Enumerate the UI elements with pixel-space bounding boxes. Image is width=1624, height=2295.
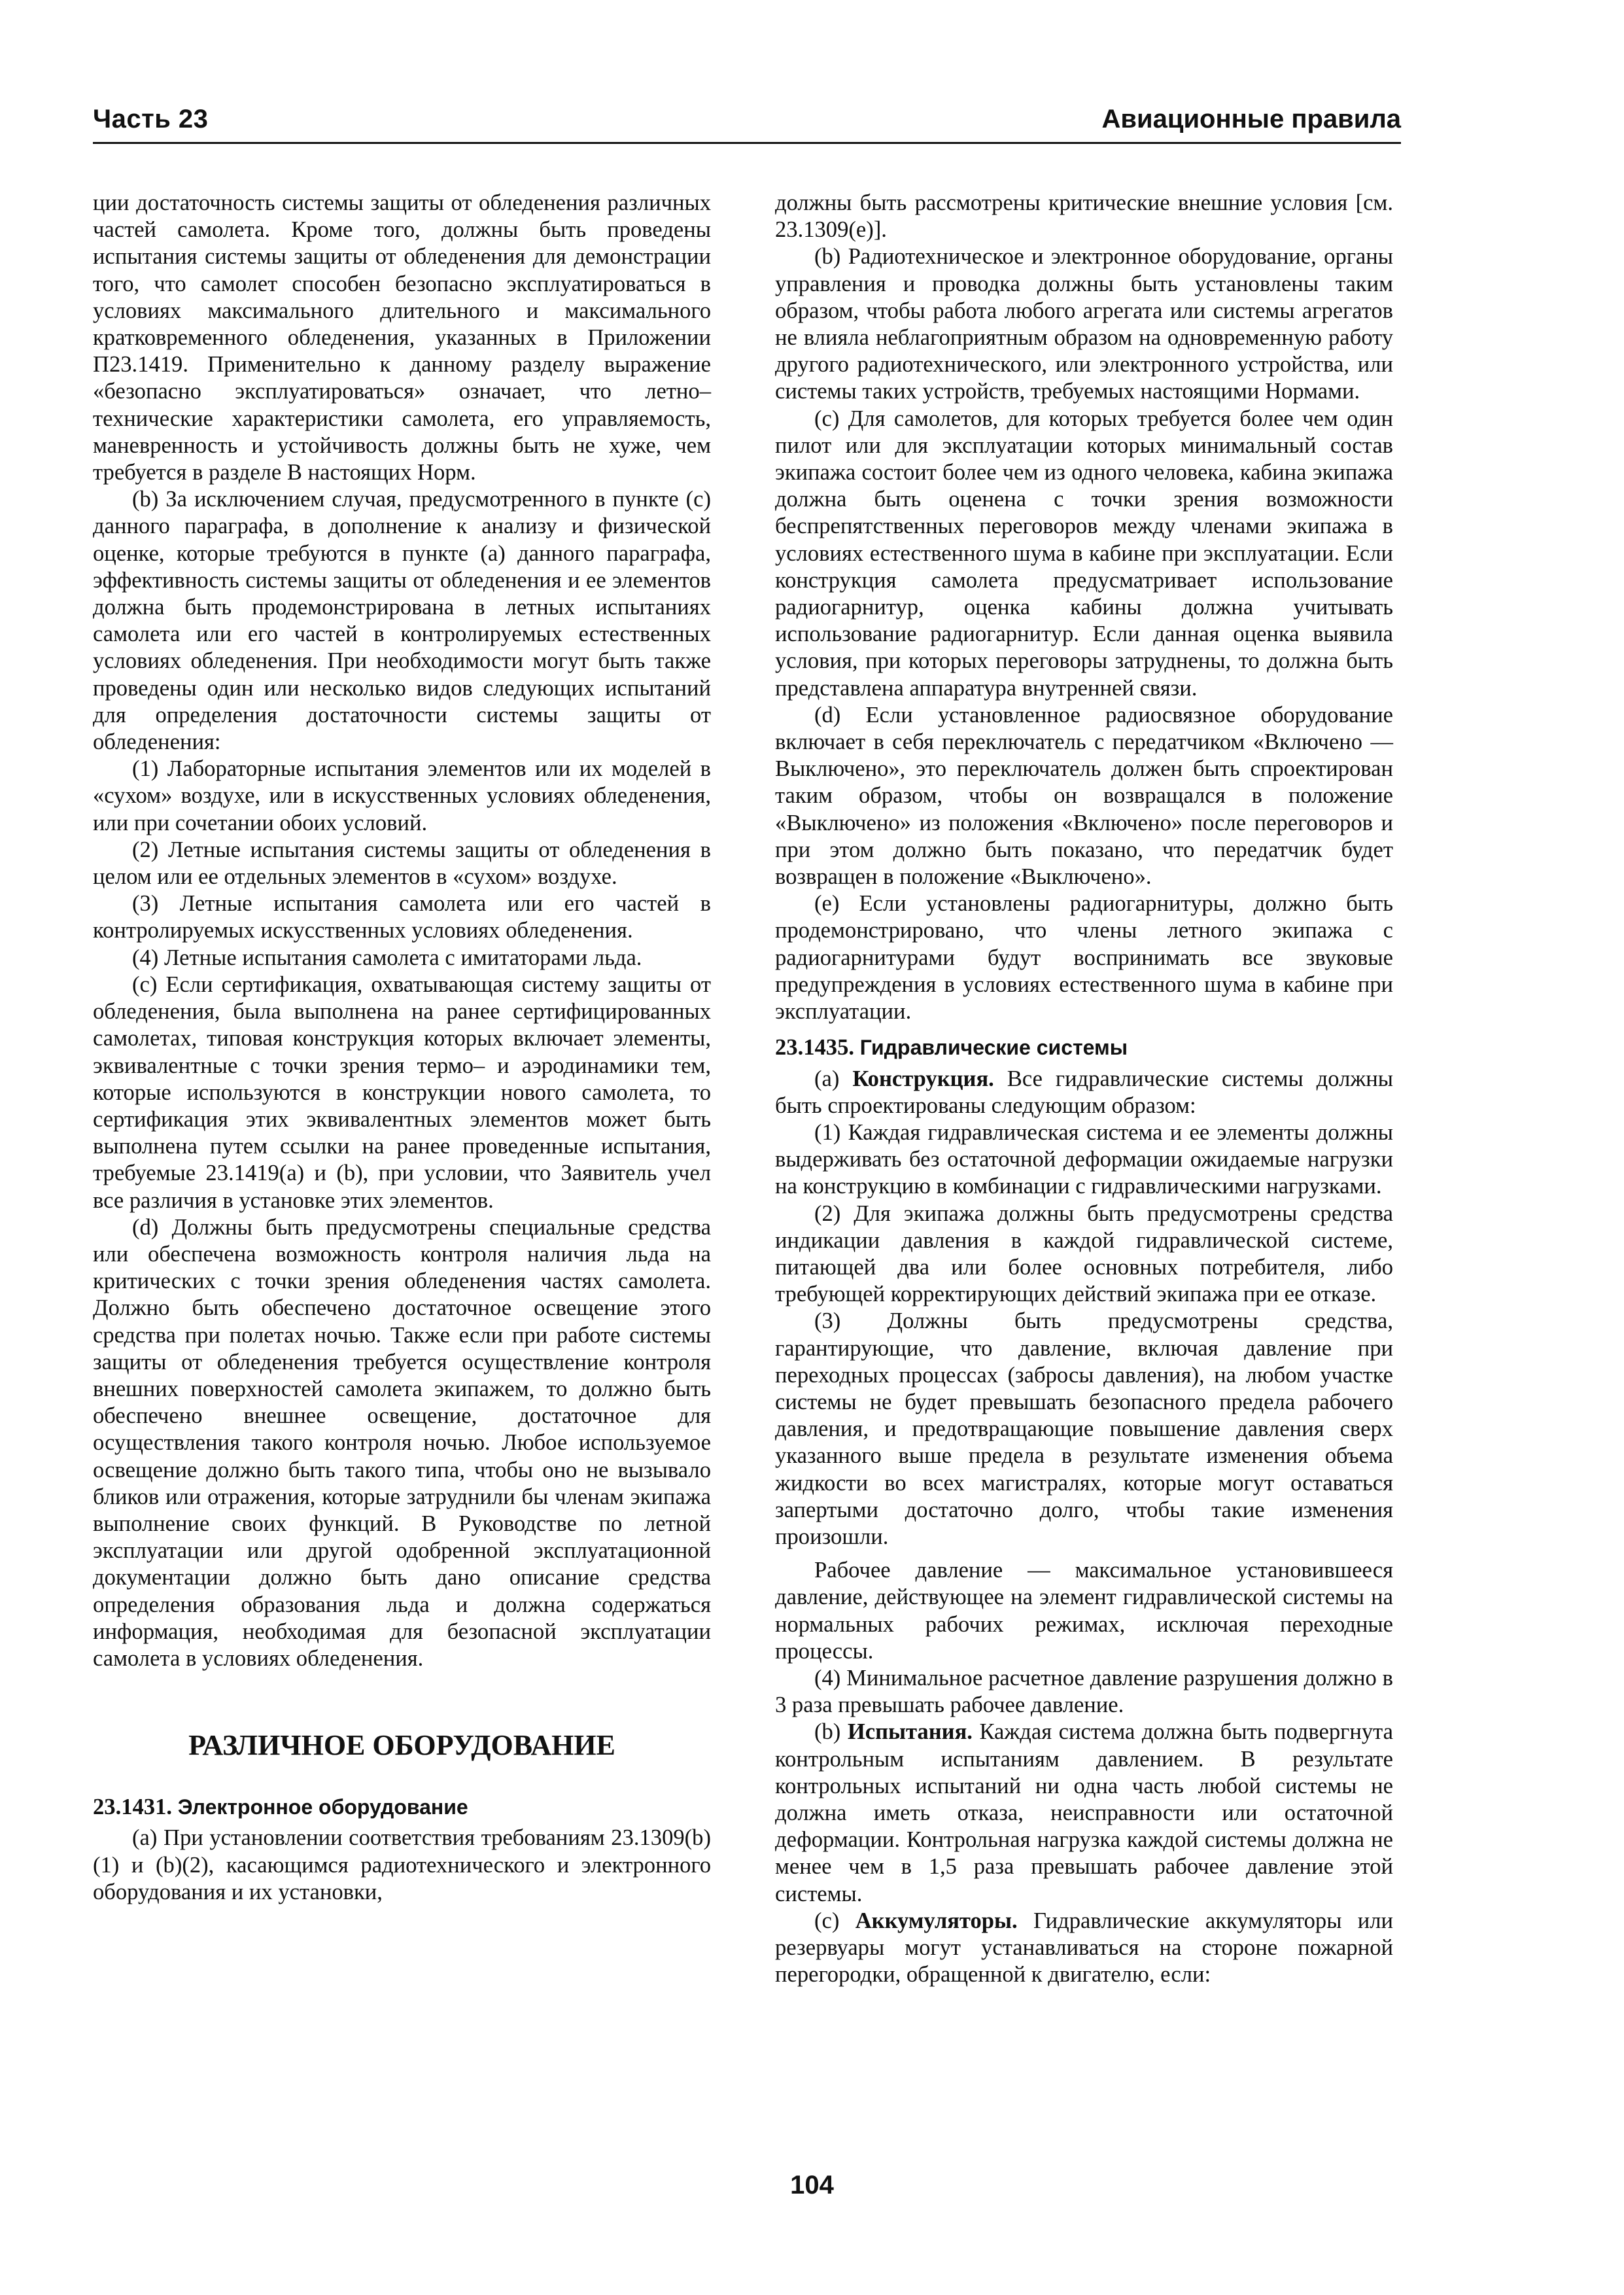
paragraph	[775, 1719, 1393, 1907]
paragraph: (d) Если установленное радиосвязное оборудование включает в себя переключатель с передатчиком «Включено — Выключено», это переключатель должен быть спроектирован таким образом, чтобы он возвращался в положение «Выключено» из положения «Включено» после переговоров и при этом должно быть показано, что передатчик будет возвращен в положение «Выключено».	[775, 702, 1393, 890]
item-label: (a)	[814, 1066, 840, 1091]
subsection-title: Гидравлические системы	[859, 1036, 1128, 1060]
item-text: Каждая система должна быть подвергнута контрольным испытаниям давлением. В результате контрольных испытаний ни одна часть любой системы не должна иметь отказа, неисправности или остаточной деформации. Контрольная нагрузка каждой системы должна не менее чем в 1,5 раза превышать рабочее давление этой системы.	[775, 1719, 1393, 1906]
paragraph: (c) Если сертификация, охватывающая систему защиты от обледенения, была выполнена на ранее сертифицированных самолетах, типовая конструкция которых включает элементы, эквивалентные с точки зрения термо– и аэродинамики тем, которые используются в конструкции нового самолета, то сертификация этих эквивалентных элементов может быть выполнена путем ссылки на ранее проведенные испытания, требуемые 23.1419(a) и (b), при условии, что Заявитель учел все различия в установке этих элементов.	[93, 972, 711, 1213]
paragraph: (a) При установлении соответствия требованиям 23.1309(b)(1) и (b)(2), касающимся радиотехнического и электронного оборудования и их установки,	[93, 1825, 711, 1904]
paragraph: Рабочее давление — максимальное установившееся давление, действующее на элемент гидравлической системы на нормальных рабочих режимах, исключая переходные процессы.	[775, 1558, 1393, 1664]
bold-term: Испытания.	[847, 1719, 973, 1745]
paragraph: (c) Для самолетов, для которых требуется более чем один пилот или для эксплуатации которых минимальный состав экипажа состоит более чем из одного человека, кабина экипажа должна быть оценена с точки зрения возможности беспрепятственных переговоров между членами экипажа в условиях естественного шума в кабине при эксплуатации. Если конструкция самолета предусматривает использование радиогарнитур, оценка кабины должна учитывать использование радиогарнитур. Если данная оценка выявила условия, при которых переговоры затруднены, то должна быть представлена аппаратура внутренней связи.	[775, 406, 1393, 701]
bold-term: Конструкция.	[852, 1066, 994, 1091]
item-label: (b)	[814, 1719, 841, 1745]
section-heading: РАЗЛИЧНОЕ ОБОРУДОВАНИЕ	[188, 1729, 615, 1762]
header-rule	[93, 142, 1401, 144]
item-text: Все гидравлические системы должны быть спроектированы следующим образом:	[775, 1066, 1393, 1118]
header-document-title: Авиационные правила	[1101, 105, 1401, 133]
paragraph: ции достаточность системы защиты от обледенения различных частей самолета. Кроме того, должны быть проведены испытания системы защиты от обледенения для демонстрации того, что самолет способен безопасно эксплуатироваться в условиях максимального длительного и максимального кратковременного обледенения, указанных в Приложении П23.1419. Применительно к данному разделу выражение «безопасно эксплуатироваться» означает, что летно–технические характеристики самолета, его управляемость, маневренность и устойчивость должны быть не хуже, чем требуется в разделе В настоящих Норм.	[93, 190, 711, 485]
subsection-number: 23.1431.	[93, 1795, 173, 1820]
paragraph: (e) Если установлены радиогарнитуры, должно быть продемонстрировано, что члены летного экипажа с радиогарнитурами будут воспринимать все звуковые предупреждения в условиях естественного шума в кабине при эксплуатации.	[775, 891, 1393, 1025]
page-number: 104	[790, 2171, 834, 2199]
subsection-title: Электронное оборудование	[177, 1795, 468, 1819]
item-label: (c)	[814, 1908, 840, 1933]
paragraph: (1) Лабораторные испытания элементов или их моделей в «сухом» воздухе, или в искусственных условиях обледенения, или при сочетании обоих условий.	[93, 756, 711, 835]
paragraph: (1) Каждая гидравлическая система и ее элементы должны выдерживать без остаточной деформации ожидаемые нагрузки на конструкцию в комбинации с гидравлическими нагрузками.	[775, 1119, 1393, 1199]
left-column	[93, 190, 711, 1906]
subsection-number: 23.1435.	[775, 1035, 855, 1060]
subsection-heading-23-1431	[93, 1794, 711, 1821]
paragraph: (b) За исключением случая, предусмотренного в пункте (c) данного параграфа, в дополнение к анализу и физической оценке, которые требуются в пункте (a) данного параграфа, эффективность системы защиты от обледенения и ее элементов должна быть продемонстрирована в летных испытаниях самолета или его частей в контролируемых естественных условиях обледенения. При необходимости могут быть также проведены один или несколько видов следующих испытаний для определения достаточности системы защиты от обледенения:	[93, 487, 711, 755]
right-column	[775, 190, 1393, 1988]
item-text: Гидравлические аккумуляторы или резервуары могут устанавливаться на стороне пожарной перегородки, обращенной к двигателю, если:	[775, 1908, 1393, 1988]
paragraph: (b) Радиотехническое и электронное оборудование, органы управления и проводка должны быть установлены таким образом, чтобы работа любого агрегата или системы агрегатов не влияла неблагоприятным образом на одновременную работу другого радиотехнического, или электронного устройства, или системы таких устройств, требуемых настоящими Нормами.	[775, 244, 1393, 404]
bold-term: Аккумуляторы.	[855, 1908, 1018, 1933]
paragraph: (2) Для экипажа должны быть предусмотрены средства индикации давления в каждой гидравлической системе, питающей два или более основных потребителя, либо требующей корректирующих действий экипажа при ее отказе.	[775, 1200, 1393, 1307]
paragraph	[775, 1908, 1393, 1989]
running-header	[93, 105, 1401, 143]
paragraph: (3) Летные испытания самолета или его частей в контролируемых искусственных условиях обледенения.	[93, 891, 711, 943]
paragraph: должны быть рассмотрены критические внешние условия [см. 23.1309(e)].	[775, 190, 1393, 243]
paragraph	[775, 1066, 1393, 1119]
paragraph: (3) Должны быть предусмотрены средства, гарантирующие, что давление, включая давление при переходных процессах (забросы давления), на любом участке системы не будет превышать безопасного предела рабочего давления, и предотвращающие повышение давления сверх указанного выше предела в результате изменения объема жидкости во всех магистралях, которые могут оставаться запертыми достаточно долго, чтобы такие изменения произошли.	[775, 1308, 1393, 1549]
subsection-heading-23-1435	[775, 1034, 1393, 1061]
header-part-label: Часть 23	[93, 105, 209, 133]
paragraph: (4) Летные испытания самолета с имитаторами льда.	[132, 945, 642, 970]
paragraph: (d) Должны быть предусмотрены специальные средства или обеспечена возможность контроля наличия льда на критических с точки зрения обледенения частях самолета. Должно быть обеспечено достаточное освещение этого средства при полетах ночью. Также если при работе системы защиты от обледенения требуется осуществление контроля внешних поверхностей самолета экипажем, то должно быть обеспечено внешнее освещение, достаточное для осуществления такого контроля ночью. Любое используемое освещение должно быть такого типа, чтобы оно не вызывало бликов или отражения, которые затруднили бы членам экипажа выполнение своих функций. В Руководстве по летной эксплуатации или другой одобренной эксплуатационной документации должно быть дано описание средства определения образования льда и должна содержаться информация, необходимая для безопасной эксплуатации самолета в условиях обледенения.	[93, 1214, 711, 1671]
paragraph: (2) Летные испытания системы защиты от обледенения в целом или ее отдельных элементов в «сухом» воздухе.	[93, 837, 711, 890]
paragraph: (4) Минимальное расчетное давление разрушения должно в 3 раза превышать рабочее давление.	[775, 1665, 1393, 1718]
